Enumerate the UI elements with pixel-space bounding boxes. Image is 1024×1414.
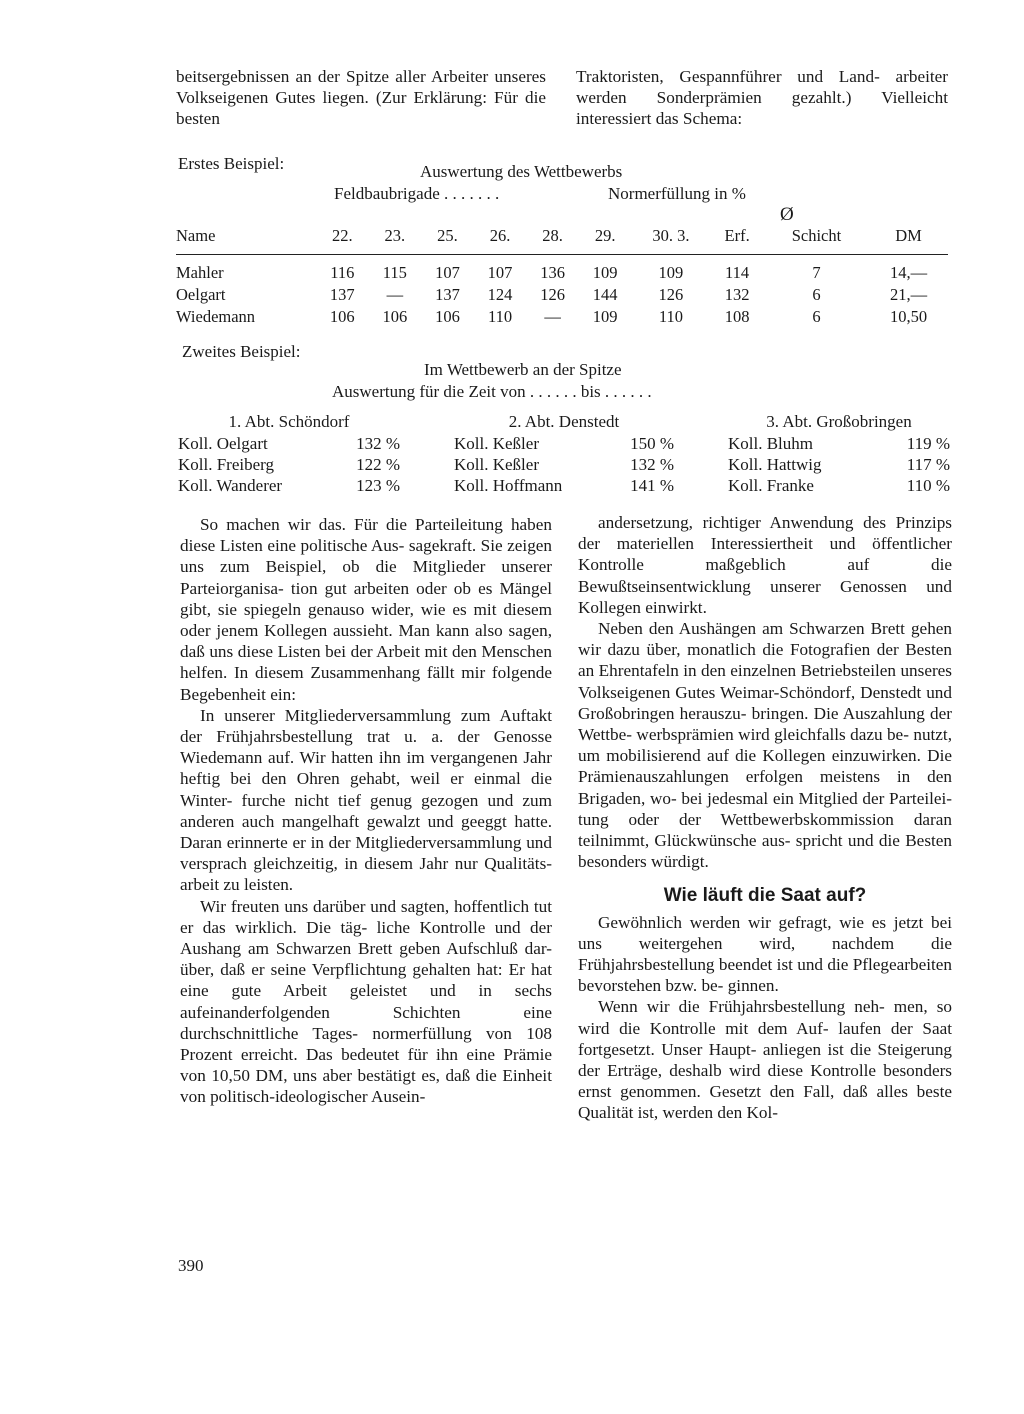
text-line: ob die Mitglieder unserer Parteiorganisa-	[180, 557, 552, 598]
text-line: Genossen und Kollegen einwirkt.	[578, 576, 952, 617]
section-heading: Wie läuft die Saat auf?	[663, 885, 867, 907]
text-line: ginnen.	[727, 976, 779, 996]
text-line: jetzt bei uns weitergehen wird, nachdem	[578, 912, 952, 953]
text-line: helfen. In diesem Zusammenhang fällt	[180, 663, 455, 683]
colleague-name: Koll. Oelgart	[178, 434, 268, 453]
department-header: 1. Abt. Schöndorf	[228, 412, 350, 431]
column-header: Name	[176, 222, 316, 255]
text-line: anliegen ist die Steigerung der Erträge,	[578, 1039, 953, 1081]
paragraph	[180, 896, 552, 1108]
text-line: erfolgen meistens in den Brigaden, wo-	[578, 767, 952, 808]
table-cell: Mahler	[176, 263, 224, 282]
text-line: deshalb wird diese Kontrolle besonders	[669, 1061, 952, 1081]
colleague-name: Koll. Hattwig	[728, 455, 822, 474]
text-line: Fotografien der Besten an Ehrentafeln in	[578, 640, 952, 681]
table-row	[176, 306, 948, 328]
text-line: Brett gehen wir dazu über, monatlich die	[578, 619, 953, 660]
percentage-value: 141 %	[630, 476, 674, 495]
colleague-name: Koll. Freiberg	[178, 455, 275, 474]
text-line: über, daß er seine Verpflichtung gehalten	[180, 960, 471, 980]
text-line: tion gut arbeiten oder ob es Mängel gibt,	[180, 578, 552, 619]
text-line: Schichten eine durchschnittliche Tages-	[180, 1002, 552, 1043]
table-cell: 126	[540, 285, 565, 304]
column-header: 26.	[474, 222, 527, 255]
table-cell: 137	[329, 285, 355, 304]
example1-subtitle: Feldbaubrigade . . . . . . .	[334, 184, 500, 203]
text-line: beitsergebnissen an der Spitze aller	[176, 67, 426, 86]
table-cell: 114	[725, 263, 750, 282]
text-line: Neben den Aushängen am Schwarzen	[598, 619, 865, 639]
department-header: 3. Abt. Großobringen	[766, 412, 912, 431]
list-item	[728, 454, 950, 475]
text-line: tung oder der Wettbewerbskommission	[578, 809, 894, 829]
column-header: 28.	[526, 222, 579, 255]
text-line: Listen bei der Arbeit mit den Menschen	[277, 642, 552, 662]
text-line: geeggt hatte. Daran erinnerte er in der	[180, 811, 553, 853]
column-header: 29.	[579, 222, 632, 255]
column-header: Erf.	[710, 222, 764, 255]
text-line: Volkseigenen Gutes Weimar-Schöndorf,	[578, 682, 856, 702]
text-line: arbeit zu leisten.	[180, 875, 294, 895]
text-line: diesem oder jenem Kollegen aussieht.	[180, 599, 553, 641]
column-header: 23.	[369, 222, 422, 255]
text-line: Vielleicht interessiert das Schema:	[576, 88, 948, 129]
table-cell: 136	[540, 263, 565, 282]
text-line: Mitgliederversammlung und versprach	[180, 833, 552, 874]
table-cell: Wiedemann	[176, 307, 256, 326]
table-cell: 106	[435, 307, 460, 326]
table-row	[176, 284, 948, 306]
text-line: Schwarzen Brett geben Aufschluß dar-	[275, 939, 552, 959]
table-cell: 126	[658, 285, 684, 304]
text-line: laufen der Saat fortgesetzt. Unser Haupt-	[578, 1018, 952, 1059]
column-header: 30. 3.	[631, 222, 710, 255]
text-line: liche Kontrolle und der Aushang am	[180, 917, 552, 959]
text-line: Prinzips der materiellen Interessiertheit	[578, 513, 952, 554]
table-row	[176, 255, 948, 285]
text-line: bei jedesmal ein Mitglied der Parteilei-	[681, 788, 953, 808]
text-line: men, so wird die Kontrolle mit dem Auf-	[578, 997, 952, 1038]
colleague-name: Koll. Bluhm	[728, 434, 814, 453]
department-2-list	[454, 412, 674, 496]
text-line: alles beste Qualität ist, werden den Kol-	[578, 1082, 952, 1123]
column-header: 22.	[316, 222, 369, 255]
table-header-row	[176, 222, 948, 255]
text-line: mir folgende Begebenheit ein:	[180, 663, 553, 704]
text-line: die Pflegearbeiten bevorstehen bzw. be-	[578, 955, 952, 996]
text-line: spricht und die Besten besonders würdigt.	[578, 831, 953, 872]
text-line: In unserer Mitgliederversammlung zum	[200, 705, 491, 725]
text-line: der Genosse Wiedemann auf. Wir hatten	[180, 727, 552, 768]
text-line: nutzt, um mobilisierend auf die Kollegen	[578, 725, 953, 766]
paragraph	[578, 996, 952, 1123]
paragraph	[180, 705, 552, 896]
table-cell: 107	[487, 263, 513, 282]
percentage-value: 150 %	[630, 434, 674, 453]
right-column-text-after	[578, 912, 952, 1124]
text-line: hat: Er hat eine gute Arbeit geleistet	[180, 960, 552, 1001]
text-line: So machen wir das. Für die Parteileitung	[200, 515, 503, 534]
bottom-right-column	[578, 512, 952, 1124]
table-cell: 21,—	[889, 285, 928, 304]
example2-title: Im Wettbewerb an der Spitze	[424, 360, 622, 379]
colleague-name: Koll. Keßler	[454, 455, 539, 474]
table-cell: 132	[724, 285, 750, 304]
table-cell: 116	[330, 263, 355, 282]
colleague-name: Koll. Keßler	[454, 434, 539, 453]
table-cell: 109	[592, 307, 618, 326]
text-line: Einheit von politisch-ideologischer Ausein-	[180, 1066, 552, 1107]
list-item	[454, 454, 674, 475]
text-line: Wir freuten uns darüber und sagten,	[200, 896, 450, 916]
right-column-text-before	[578, 512, 952, 872]
table-cell: Oelgart	[176, 285, 226, 304]
text-line: und in sechs aufeinanderfolgenden	[180, 981, 552, 1022]
text-line: und öffentlicher Kontrolle maßgeblich	[578, 534, 953, 575]
text-line: die Frühjahrsbestellung beendet ist und	[578, 933, 952, 975]
text-line: werbsprämien wird gleichfalls dazu be-	[636, 725, 909, 745]
table-cell: —	[386, 285, 404, 304]
table-cell: 14,—	[889, 263, 928, 282]
text-line: Man kann also sagen, daß uns diese	[180, 621, 552, 662]
text-line: auf die Bewußtseinsentwicklung unserer	[578, 555, 952, 596]
text-line: andersetzung, richtiger Anwendung des	[598, 513, 887, 532]
list-item	[178, 475, 400, 496]
example2-label: Zweites Beispiel:	[182, 342, 301, 361]
text-line: Denstedt und Großobringen herauszu-	[578, 682, 952, 723]
table-cell: 144	[592, 285, 618, 304]
paragraph	[578, 512, 952, 618]
department-1-list	[178, 412, 400, 496]
table-cell: 124	[487, 285, 513, 304]
text-line: ernst genommen. Gesetzt den Fall, daß	[578, 1082, 868, 1102]
example1-title: Auswertung des Wettbewerbs	[420, 162, 623, 181]
text-line: den einzelnen Betriebsteilen unseres	[701, 661, 952, 681]
top-left-column	[176, 66, 546, 130]
percentage-value: 110 %	[906, 476, 950, 495]
example1-norm-label: Normerfüllung in %	[608, 184, 746, 203]
table-cell: 109	[658, 263, 684, 282]
table-cell: 107	[435, 263, 460, 282]
text-line: einzuwirken. Die Prämienauszahlungen	[578, 746, 952, 787]
column-header: DM	[869, 222, 948, 255]
paragraph	[180, 514, 552, 705]
list-item	[454, 433, 674, 454]
table-cell: 10,50	[889, 307, 928, 326]
text-line: Das bedeutet für ihn eine Prämie von	[180, 1045, 553, 1086]
list-item	[728, 433, 950, 454]
bottom-left-column	[180, 514, 552, 1108]
average-symbol: Ø	[780, 204, 794, 225]
list-item	[454, 475, 674, 496]
percentage-value: 123 %	[356, 476, 400, 495]
table-cell: 7	[812, 263, 821, 282]
example1-label: Erstes Beispiel:	[178, 154, 285, 173]
table-cell: 6	[812, 285, 821, 304]
text-line: furche nicht tief genug gezogen und zum	[241, 790, 552, 810]
text-line: daran teilnimmt, Glückwünsche aus-	[578, 809, 952, 851]
text-line: anderen auch mangelhaft gewalzt und	[180, 811, 454, 831]
text-line: bringen. Die Auszahlung der Wettbe-	[578, 703, 952, 745]
percentage-value: 132 %	[356, 434, 400, 453]
text-line: gleichzeitig, in diesem Jahr nur Qualitäts-	[253, 854, 552, 874]
table-cell: —	[544, 307, 561, 326]
text-line: Arbeiter unseres Volkseigenen Gutes	[176, 67, 546, 108]
percentage-value: 132 %	[630, 455, 674, 474]
department-3-list	[728, 412, 950, 496]
column-header: 25.	[421, 222, 474, 255]
text-line: Wenn wir die Frühjahrsbestellung neh-	[598, 997, 885, 1017]
top-right-column	[576, 66, 948, 130]
percentage-value: 117 %	[906, 455, 950, 474]
text-line: liegen. (Zur Erklärung: Für die besten	[176, 88, 546, 129]
table-cell: 137	[435, 285, 460, 304]
list-item	[178, 433, 400, 454]
paragraph	[578, 912, 952, 997]
table-cell: 115	[382, 263, 407, 282]
percentage-value: 119 %	[906, 434, 950, 453]
table-cell: 106	[382, 307, 408, 326]
column-header: Schicht	[764, 222, 869, 255]
percentage-value: 122 %	[356, 455, 400, 474]
text-line: Ohren gehabt, weil er einmal die Winter-	[180, 769, 553, 810]
text-line: ihn im vergangenen Jahr heftig bei den	[180, 748, 552, 789]
text-line: normerfüllung von 108 Prozent erreicht.	[180, 1023, 552, 1065]
text-line: hoffentlich tut er das wirklich. Die täg-	[180, 896, 552, 937]
colleague-name: Koll. Franke	[728, 476, 814, 495]
colleague-name: Koll. Wanderer	[178, 476, 283, 495]
paragraph	[576, 66, 948, 130]
text-line: Traktoristen, Gespannführer und Land-	[576, 67, 880, 86]
table-cell: 6	[812, 307, 821, 326]
department-header: 2. Abt. Denstedt	[508, 412, 620, 431]
paragraph	[176, 66, 546, 130]
list-item	[728, 475, 950, 496]
competition-table	[176, 222, 948, 328]
table-cell: 110	[487, 307, 513, 326]
text-line: Auftakt der Frühjahrsbestellung trat u. a.	[180, 705, 552, 747]
table-cell: 108	[724, 307, 750, 326]
page-number: 390	[178, 1256, 204, 1275]
table-cell: 109	[592, 263, 618, 282]
text-line: Gewöhnlich werden wir gefragt, wie es	[598, 912, 887, 932]
text-line: haben diese Listen eine politische Aus-	[180, 515, 552, 556]
text-line: arbeiter werden Sonderprämien gezahlt.)	[576, 67, 948, 108]
colleague-name: Koll. Hoffmann	[454, 476, 563, 495]
paragraph	[578, 618, 952, 872]
table-cell: 110	[658, 307, 683, 326]
text-line: sie spiegeln genauso wider, wie es mit	[217, 599, 497, 619]
example2-subtitle: Auswertung für die Zeit von . . . . . . bis . . . . . .	[332, 382, 652, 401]
text-line: sagekraft. Sie zeigen uns zum Beispiel,	[180, 536, 553, 577]
table-cell: 106	[329, 307, 355, 326]
list-item	[178, 454, 400, 475]
text-line: 10,50 DM, uns aber bestätigt es, daß die	[211, 1066, 497, 1086]
